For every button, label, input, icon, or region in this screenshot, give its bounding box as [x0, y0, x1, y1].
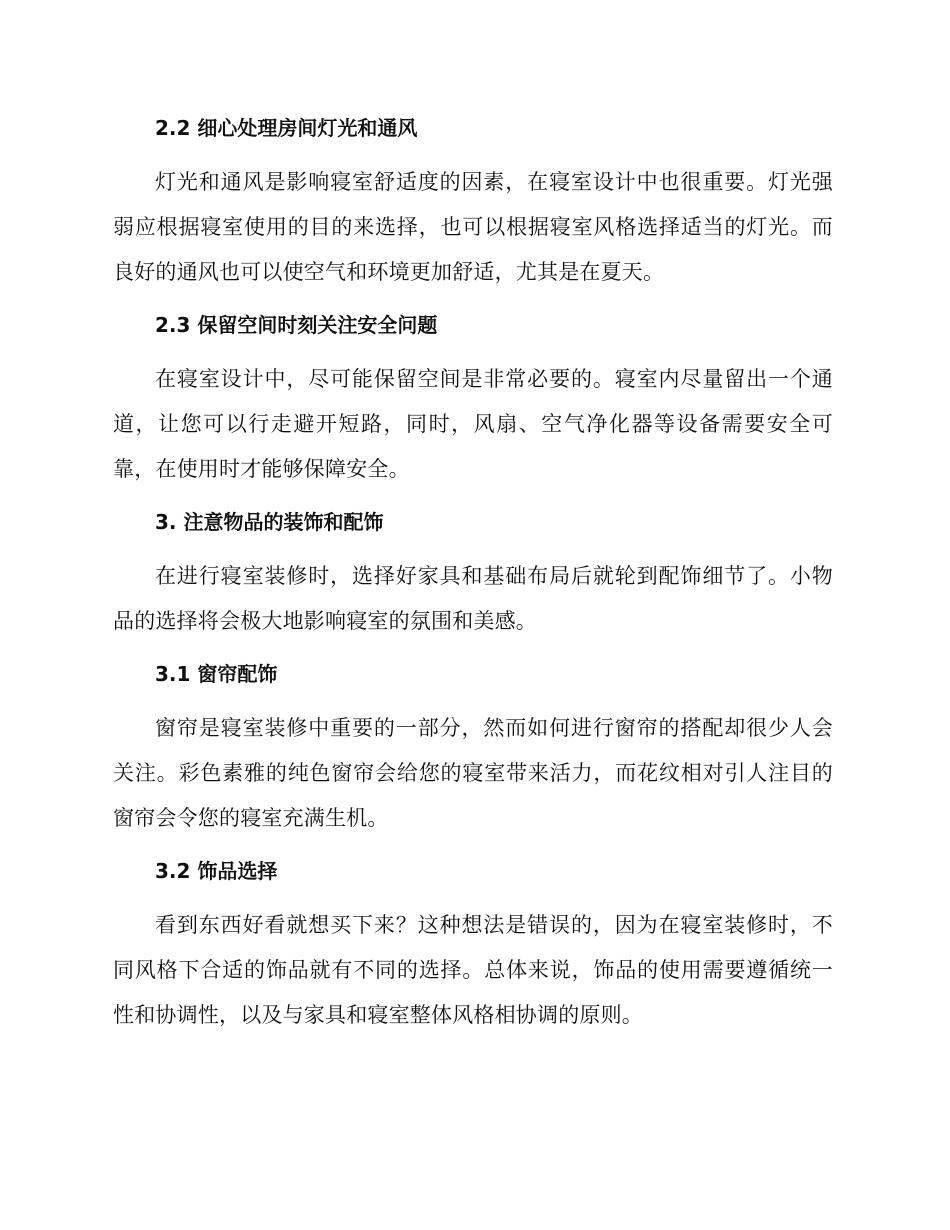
section-heading: 2.2 细心处理房间灯光和通风 — [155, 116, 418, 140]
section-heading: 3.1 窗帘配饰 — [155, 662, 278, 686]
section-paragraph: 看到东西好看就想买下来？这种想法是错误的，因为在寝室装修时，不同风格下合适的饰品就有不同的选择。总体来说，饰品的使用需要遵循统一性和协调性，以及与家具和寝室整体风格相协调的原则。 — [113, 913, 833, 1027]
section-paragraph: 在进行寝室装修时，选择好家具和基础布局后就轮到配饰细节了。小物品的选择将会极大地影响寝室的氛围和美感。 — [113, 564, 833, 633]
section-heading: 2.3 保留空间时刻关注安全问题 — [155, 313, 438, 337]
section-heading: 3. 注意物品的装饰和配饰 — [155, 510, 384, 534]
section-paragraph: 灯光和通风是影响寝室舒适度的因素，在寝室设计中也很重要。灯光强弱应根据寝室使用的目的来选择，也可以根据寝室风格选择适当的灯光。而良好的通风也可以使空气和环境更加舒适，尤其是在夏天。 — [113, 170, 833, 284]
section-heading: 3.2 饰品选择 — [155, 859, 278, 883]
section-3-1 — [113, 656, 833, 853]
section-paragraph: 在寝室设计中，尽可能保留空间是非常必要的。寝室内尽量留出一个通道，让您可以行走避开短路，同时，风扇、空气净化器等设备需要安全可靠，在使用时才能够保障安全。 — [113, 367, 833, 481]
section-paragraph: 窗帘是寝室装修中重要的一部分，然而如何进行窗帘的搭配却很少人会关注。彩色素雅的纯色窗帘会给您的寝室带来活力，而花纹相对引人注目的窗帘会令您的寝室充满生机。 — [113, 716, 833, 830]
section-2-3 — [113, 307, 833, 504]
section-2-2 — [113, 110, 833, 307]
section-3-2 — [113, 853, 833, 1038]
section-3 — [113, 504, 833, 656]
document-page — [113, 110, 833, 1038]
